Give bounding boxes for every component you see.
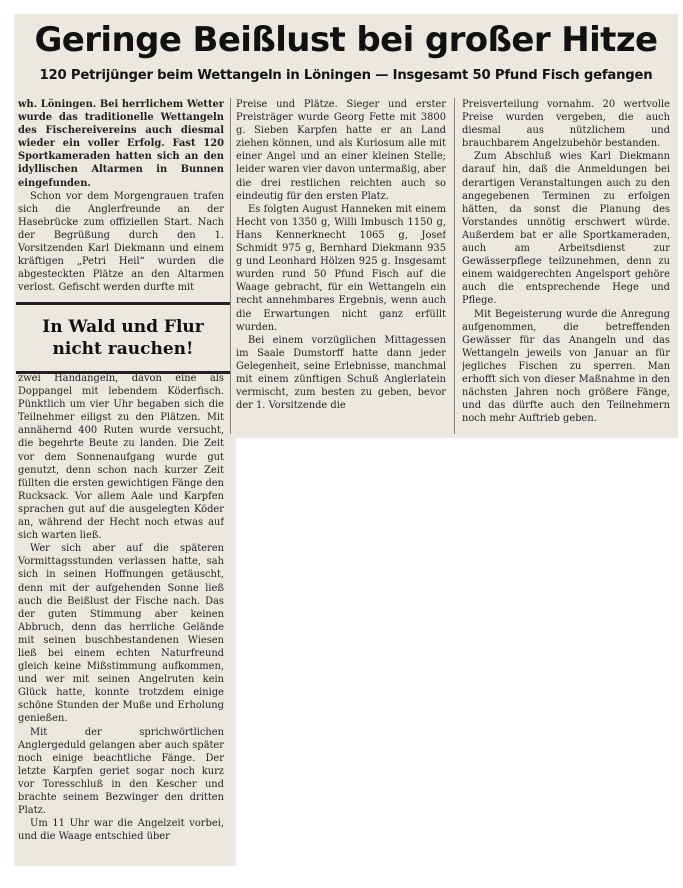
column-divider-1 xyxy=(230,98,231,434)
paragraph: Zum Abschluß wies Karl Diekmann darauf hin, daß die Anmeldungen bei derartigen Veranstaltungen auch zu den angegebenen Terminen zu erfolgen hätten, da sonst die Planung des Vorstandes unnötig erschwert würde. Außerdem bat er alle Sportkameraden, auch am Arbeitsdienst zur Gewässerpflege teilzunehmen, denn zu einem waidgerechten Angelsport gehöre auch die entsprechende Hege und Pflege. xyxy=(462,151,670,307)
subheadline: 120 Petrijünger beim Wettangeln in Löningen — Insgesamt 50 Pfund Fisch gefangen xyxy=(39,68,653,83)
paragraph: Preisverteilung vornahm. 20 wertvolle Preise wurden vergeben, die auch diesmal aus nützlichem und brauchbarem Angelzubehör bestanden. xyxy=(462,99,670,150)
article-column-1-top xyxy=(18,98,224,298)
paragraph: Es folgten August Hanneken mit einem Hecht von 1350 g, Willi Imbusch 1150 g, Hans Kennerknecht 1065 g, Josef Schmidt 975 g, Bernhard Diekmann 935 g und Leonhard Hölzen 925 g. Insgesamt wurden rund 50 Pfund Fisch auf die Waage gebracht, für ein Wettangeln ein recht annehmbares Ergebnis, wenn auch die Erwartungen nicht ganz erfüllt wurden. xyxy=(236,203,446,333)
paragraph: Um 11 Uhr war die Angelzeit vorbei, und die Waage entschied über xyxy=(18,818,224,843)
column-divider-2 xyxy=(454,98,455,434)
article-column-2 xyxy=(236,98,446,434)
lead-paragraph: wh. Löningen. Bei herrlichem Wetter wurde das traditionelle Wettangeln des Fischereivereins auch diesmal wieder ein voller Erfolg. Fast 120 Sportkameraden hatten sich an den idyllischen Altarmen in Bunnen eingefunden. xyxy=(18,99,224,189)
article-column-1-bottom xyxy=(18,372,224,862)
headline: Geringe Beißlust bei großer Hitze xyxy=(34,20,658,60)
paragraph: Mit der sprichwörtlichen Anglergeduld gelangen aber auch später noch einige beachtliche Fänge. Der letzte Karpfen geriet sogar noch kurz vor Toresschluß in den Kescher und brachte seinem Bezwinger den dritten Platz. xyxy=(18,726,224,817)
paragraph: zwei Handangeln, davon eine als Doppangel mit lebendem Köderfisch. Pünktlich um vier Uhr begaben sich die Teilnehmer eiligst zu den Plätzen. Mit annähernd 400 Ruten wurde versucht, die begehrte Beute zu landen. Die Zeit vor dem Sonnenaufgang wurde gut genutzt, denn schon nach kurzer Zeit füllten die ersten gewichtigen Fänge den Rucksack. Vor allem Aale und Karpfen sprachen gut auf die ausgelegten Köder an, während der Hecht noch etwas auf sich warten ließ. xyxy=(18,373,224,542)
paragraph: Bei einem vorzüglichen Mittagessen im Saale Dumstorff hatte dann jeder Gelegenheit, seine Erlebnisse, manchmal mit einem zünftigen Schuß Anglerlatein vermischt, zum besten zu geben, bevor der 1. Vorsitzende die xyxy=(236,334,446,412)
boxed-heading-line-2: nicht rauchen! xyxy=(52,339,194,359)
article-column-3 xyxy=(462,98,670,434)
paragraph: Schon vor dem Morgengrauen trafen sich die Anglerfreunde an der Hasebrücke zum offiziellen Start. Nach der Begrüßung durch den 1. Vorsitzenden Karl Diekmann und einem kräftigen „Petri Heil“ wurden die abgesteckten Plätze an den Altarmen verlost. Gefischt werden durfte mit xyxy=(18,190,224,294)
boxed-heading xyxy=(16,302,230,374)
boxed-heading-line-1: In Wald und Flur xyxy=(42,317,204,337)
paragraph: Mit Begeisterung wurde die Anregung aufgenommen, die betreffenden Gewässer für das Anangeln und das Wettangeln jeweils von Januar an für jegliches Fischen zu sperren. Man erhofft sich von dieser Maßnahme in den nächsten Jahren noch größere Fänge, und das dürfte auch den Teilnehmern noch mehr Auftrieb geben. xyxy=(462,308,670,425)
paragraph: Wer sich aber auf die späteren Vormittagsstunden verlassen hatte, sah sich in seinen Hoffnungen getäuscht, denn mit der aufgehenden Sonne ließ auch die Beißlust der Fische nach. Das der guten Stimmung aber keinen Abbruch, denn das herrliche Gelände mit seinen buschbestandenen Wiesen ließ bei einem echten Naturfreund gleich keine Mißstimmung aufkommen, und wer mit seinen Angelruten kein Glück hatte, konnte trotzdem einige schöne Stunden der Muße und Erholung genießen. xyxy=(18,543,224,725)
paragraph: Preise und Plätze. Sieger und erster Preisträger wurde Georg Fette mit 3800 g. Sieben Karpfen hatte er an Land ziehen können, und als Kuriosum alle mit einer Angel und an einer kleinen Stelle; leider waren vier davon untermaßig, aber die drei restlichen reichten auch so eindeutig für den ersten Platz. xyxy=(236,99,446,202)
